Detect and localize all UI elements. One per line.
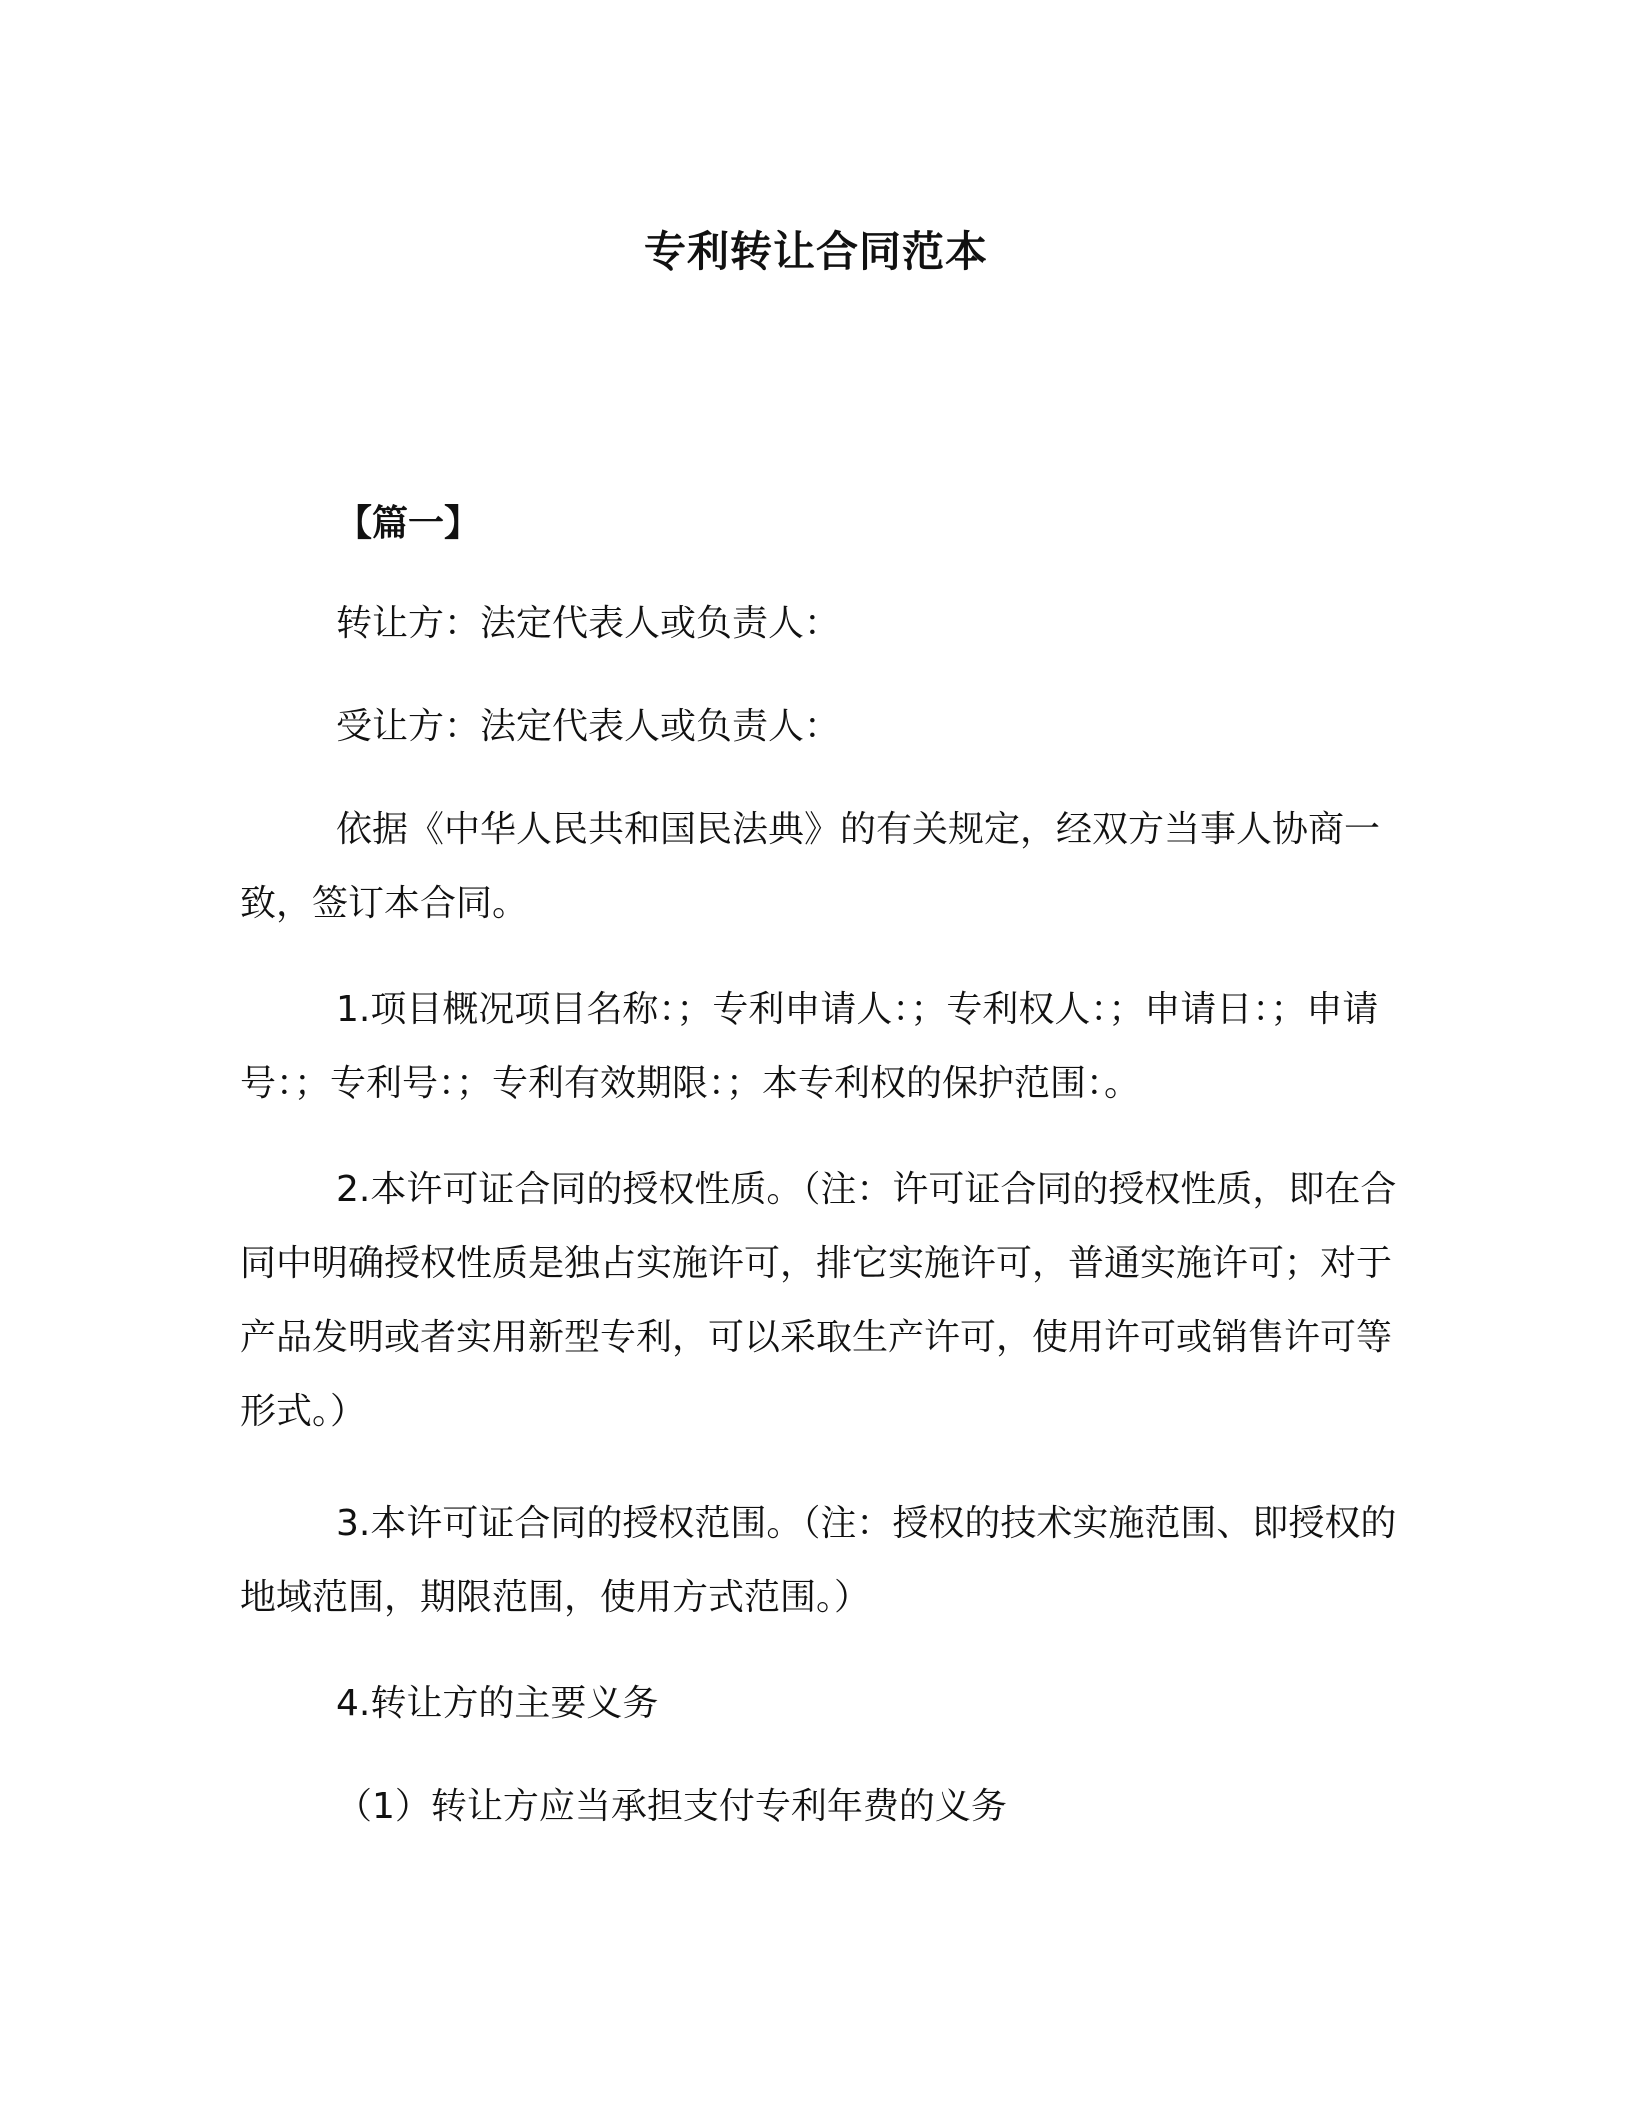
document-title: 专利转让合同范本 xyxy=(643,227,988,276)
paragraph-item-4-1: （1）转让方应当承担支付专利年费的义务 xyxy=(336,1786,1007,1827)
paragraph-basis: 依据《中华人民共和国民法典》的有关规定，经双方当事人协商一致，签订本合同。 xyxy=(240,809,1381,924)
paragraph-transferor: 转让方：法定代表人或负责人： xyxy=(336,603,841,644)
paragraph-item-1: 1.项目概况项目名称：；专利申请人：；专利权人：；申请日：；申请号：；专利号：；专利有效期限：；本专利权的保护范围：。 xyxy=(240,989,1379,1104)
section-label xyxy=(336,487,1496,561)
paragraph-item-2: 2.本许可证合同的授权性质。（注：许可证合同的授权性质，即在合同中明确授权性质是独占实施许可，排它实施许可，普通实施许可；对于产品发明或者实用新型专利，可以采取生产许可，使用许可或销售许可等形式。） xyxy=(240,1169,1397,1432)
paragraph-item-4: 4.转让方的主要义务 xyxy=(336,1683,659,1724)
paragraph-item-3: 3.本许可证合同的授权范围。（注：授权的技术实施范围、即授权的地域范围，期限范围，使用方式范围。） xyxy=(240,1503,1397,1618)
section-label-text: 【篇一】 xyxy=(336,503,481,544)
paragraph-transferee: 受让方：法定代表人或负责人： xyxy=(336,706,841,747)
